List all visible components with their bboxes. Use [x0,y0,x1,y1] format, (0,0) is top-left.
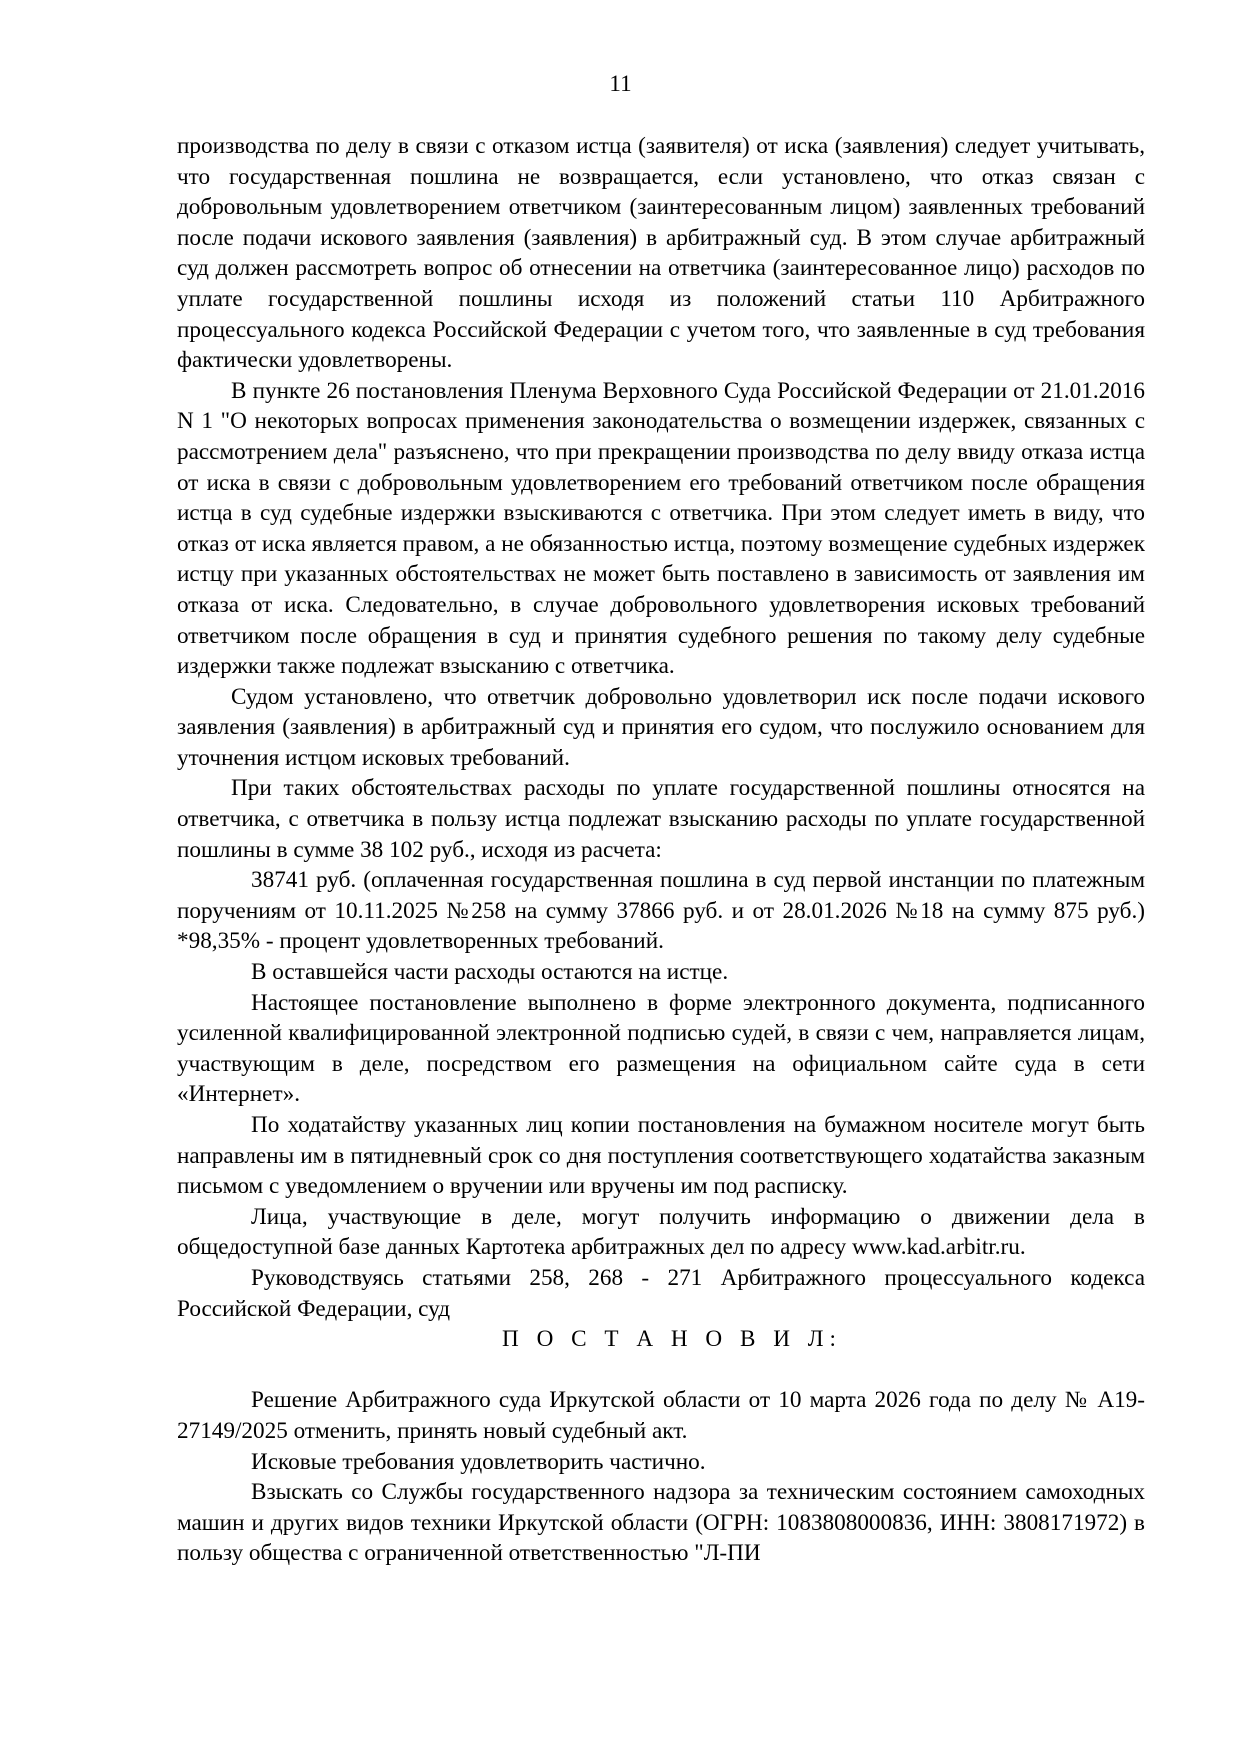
paragraph-continuation: производства по делу в связи с отказом истца (заявителя) от иска (заявления) следует учитывать, что государственная пошлина не возвращается, если установлено, что отказ связан с добровольным удовлетворением ответчиком (заинтересованным лицом) заявленных требований после подачи искового заявления (заявления) в арбитражный суд. В этом случае арбитражный суд должен рассмотреть вопрос об отнесении на ответчика (заинтересованное лицо) расходов по уплате государственной пошлины исходя из положений статьи 110 Арбитражного процессуального кодекса Российской Федерации с учетом того, что заявленные в суд требования фактически удовлетворены. [177,133,1145,374]
document-body [177,131,1145,1569]
paragraph-fee-allocation: При таких обстоятельствах расходы по уплате государственной пошлины относятся на ответчика, с ответчика в пользу истца подлежат взысканию расходы по уплате государственной пошлины в сумме 38 102 руб., исходя из расчета: [177,775,1145,863]
paragraph-electronic-document: Настоящее постановление выполнено в форме электронного документа, подписанного усиленной квалифицированной электронной подписью судей, в связи с чем, направляется лицам, участвующим в деле, посредством его размещения на официальном сайте суда в сети «Интернет». [177,989,1145,1108]
resolution-item-cancel-decision: Решение Арбитражного суда Иркутской области от 10 марта 2026 года по делу № А19-27149/2025 отменить, принять новый судебный акт. [177,1387,1145,1444]
page-number: 11 [609,71,632,96]
resolution-item-partial-satisfaction: Исковые требования удовлетворить частично. [251,1448,706,1475]
paragraph-fee-calculation: 38741 руб. (оплаченная государственная пошлина в суд первой инстанции по платежным поручениям от 10.11.2025 №258 на сумму 37866 руб. и от 28.01.2026 №18 на сумму 875 руб.) *98,35% - процент удовлетворенных требований. [177,867,1145,955]
resolution-item-recovery: Взыскать со Службы государственного надзора за техническим состоянием самоходных машин и других видов техники Иркутской области (ОГРН: 1083808000836, ИНН: 3808171972) в пользу общества с ограниченной ответственностью "Л-ПИ [177,1479,1145,1567]
resolution-heading: П О С Т А Н О В И Л: [502,1326,842,1353]
paragraph-case-information: Лица, участвующие в деле, могут получить информацию о движении дела в общедоступной базе данных Картотека арбитражных дел по адресу www.kad.arbitr.ru. [177,1203,1145,1261]
paragraph-plenum-clarification: В пункте 26 постановления Пленума Верховного Суда Российской Федерации от 21.01.2016 N 1 "О некоторых вопросах применения законодательства о возмещении издержек, связанных с рассмотрением дела" разъяснено, что при прекращении производства по делу ввиду отказа истца от иска в связи с добровольным удовлетворением его требований ответчиком после обращения истца в суд судебные издержки взыскиваются с ответчика. При этом следует иметь в виду, что отказ от иска является правом, а не обязанностью истца, поэтому возмещение судебных издержек истцу при указанных обстоятельствах не может быть поставлено в зависимость от заявления им отказа от иска. Следовательно, в случае добровольного удовлетворения исковых требований ответчиком после обращения в суд и принятия судебного решения по такому делу судебные издержки также подлежат взысканию с ответчика. [177,377,1145,680]
paragraph-remaining-costs: В оставшейся части расходы остаются на истце. [251,959,729,986]
paragraph-paper-copies: По ходатайству указанных лиц копии постановления на бумажном носителе могут быть направлены им в пятидневный срок со дня поступления соответствующего ходатайства заказным письмом с уведомлением о вручении или вручены им под расписку. [177,1112,1145,1200]
paragraph-legal-basis: Руководствуясь статьями 258, 268 - 271 Арбитражного процессуального кодекса Российской Федерации, суд [177,1264,1145,1322]
paragraph-court-established: Судом установлено, что ответчик добровольно удовлетворил иск после подачи искового заявления (заявления) в арбитражный суд и принятия его судом, что послужило основанием для уточнения истцом исковых требований. [177,683,1145,771]
